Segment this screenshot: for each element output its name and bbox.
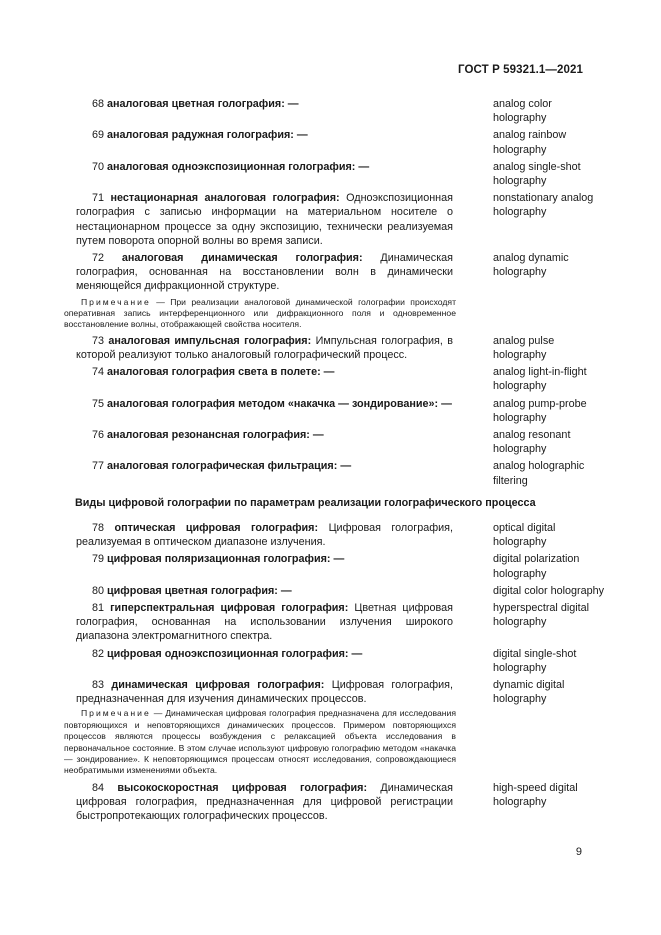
term-definition <box>60 97 453 125</box>
term-definition <box>60 160 453 188</box>
term-definition <box>60 781 453 824</box>
term-number: 74 <box>92 366 105 379</box>
term-english: digital single-shot holography <box>493 647 577 674</box>
term-text: Динамическая цифровая голография, предназначенная для цифровой регистрации быстропротекающих голографических процессов. <box>76 781 454 823</box>
term-entry-73 <box>76 334 586 362</box>
term-entry-72 <box>76 251 586 294</box>
term-english: analog light-in-flight holography <box>493 366 587 393</box>
term-entry-83 <box>76 678 586 706</box>
term-name: высокоскоростная цифровая голография: <box>117 781 368 794</box>
term-definition <box>60 191 453 248</box>
note-text: — Динамическая цифровая голография предназначена для исследования повторяющихся и неповторяющихся динамических процессов. Примером повторяющихся процессов являются процессы возбуждения с релаксацией объекта исследования в первоначальное состояние. В этом случае используют цифровую голографию методом «накачка — зондирование». К неповторяющимся процессам относят исследования, сопровождающиеся необратимыми изменениями объекта. <box>64 708 456 776</box>
note-text: — При реализации аналоговой динамической голографии происходят оперативная запись интерференционного или дифракционного поля и одновременное восстановление волны, отображающей свойства носителя. <box>64 296 457 330</box>
term-entry-74 <box>76 365 586 393</box>
term-text: Одноэкспозиционная голография с записью информации на материальном носителе о нестационарном процессе за одну экспозицию, технически реализуемая путем поворота опорной волны во время записи. <box>76 192 453 247</box>
term-english: dynamic digital holography <box>493 678 565 706</box>
term-entry-84 <box>76 781 586 824</box>
term-definition <box>60 459 453 487</box>
term-definition <box>60 521 453 549</box>
term-number: 71 <box>92 192 105 205</box>
term-name: аналоговая голография света в полете: — <box>107 366 335 379</box>
term-entry-69 <box>76 128 586 156</box>
term-english: analog dynamic holography <box>493 252 569 279</box>
term-english: analog pulse holography <box>493 334 555 362</box>
term-number: 70 <box>92 160 105 173</box>
term-name: оптическая цифровая голография: <box>114 521 319 534</box>
term-entry-76 <box>76 428 586 456</box>
term-definition <box>60 251 453 294</box>
term-definition <box>60 584 453 598</box>
term-definition <box>60 365 453 393</box>
term-definition <box>60 678 453 706</box>
term-name: аналоговая голография методом «накачка — зондирование»: — <box>107 397 452 410</box>
term-entry-82 <box>76 647 586 675</box>
term-text: Цветная цифровая голография, основанная на использовании излучения широкого диапазона электромагнитного спектра. <box>76 601 453 643</box>
term-definition <box>60 601 453 644</box>
term-definition <box>60 128 453 156</box>
term-name: аналоговая голографическая фильтрация: — <box>107 460 352 473</box>
term-name: цифровая одноэкспозиционная голография: — <box>107 647 363 660</box>
term-name: аналоговая резонансная голография: — <box>107 429 324 442</box>
term-name: гиперспектральная цифровая голография: <box>110 601 349 614</box>
term-name: цифровая поляризационная голография: — <box>107 553 345 566</box>
document-header: ГОСТ Р 59321.1—2021 <box>458 64 583 76</box>
term-name: аналоговая цветная голография: — <box>107 98 299 110</box>
term-definition <box>60 647 453 675</box>
term-entry-79 <box>76 552 586 580</box>
term-definition <box>60 334 453 362</box>
term-group <box>76 334 586 488</box>
term-number: 72 <box>92 252 105 265</box>
term-number: 82 <box>92 647 105 660</box>
term-english: analog single-shot holography <box>493 160 581 188</box>
term-english: optical digital holography <box>493 521 556 549</box>
term-name: аналоговая радужная голография: — <box>107 129 308 142</box>
term-english: high-speed digital holography <box>493 781 578 808</box>
note-label: Примечание <box>81 296 151 307</box>
term-name: цифровая цветная голография: — <box>107 584 292 597</box>
term-number: 84 <box>92 781 105 794</box>
term-english: digital polarization holography <box>493 553 580 580</box>
term-number: 76 <box>92 429 105 442</box>
term-name: нестационарная аналоговая голография: <box>110 192 340 205</box>
section-title: Виды цифровой голографии по параметрам реализации голографического процесса <box>75 496 536 509</box>
term-english: analog rainbow holography <box>493 129 567 156</box>
term-entry-75 <box>76 397 586 425</box>
term-definition <box>60 428 453 456</box>
term-entry-68 <box>76 97 586 125</box>
term-group <box>76 97 594 294</box>
term-entry-71 <box>76 191 594 248</box>
term-text: Цифровая голография, реализуемая в оптическом диапазоне излучения. <box>76 521 454 549</box>
term-number: 68 <box>92 98 105 110</box>
term-english: analog color holography <box>493 98 552 125</box>
term-english: analog pump-probe holography <box>493 397 587 424</box>
term-number: 81 <box>92 601 105 614</box>
note-label: Примечание <box>81 708 151 719</box>
term-entry-78 <box>76 521 586 549</box>
term-text: Цифровая голография, предназначенная для изучения динамических процессов. <box>76 678 454 706</box>
term-text: Динамическая голография, основанная на восстановлении волн в динамически меняющейся дифракционной структуре. <box>76 252 454 293</box>
term-entry-81 <box>76 601 590 644</box>
note <box>64 297 456 331</box>
term-entry-70 <box>76 160 586 188</box>
term-name: аналоговая динамическая голография: <box>121 252 363 265</box>
term-number: 75 <box>92 397 105 410</box>
page-number: 9 <box>575 846 582 858</box>
term-number: 83 <box>92 678 105 691</box>
term-number: 73 <box>92 334 105 347</box>
term-text: Импульсная голография, в которой реализуют только аналоговый голографический процесс. <box>76 334 454 362</box>
term-english: digital color holography <box>493 584 605 597</box>
term-entry-80 <box>76 584 605 598</box>
term-english: analog resonant holography <box>493 429 571 456</box>
term-number: 79 <box>92 553 105 566</box>
term-group <box>76 521 605 706</box>
term-entry-77 <box>76 459 586 487</box>
note <box>64 708 456 776</box>
term-name: аналоговая импульсная голография: <box>108 334 312 347</box>
term-english: nonstationary analog holography <box>493 192 594 219</box>
term-english: analog holographic filtering <box>493 460 585 487</box>
term-definition <box>60 552 453 580</box>
term-definition <box>60 397 453 425</box>
term-english: hyperspectral digital holography <box>493 601 590 629</box>
term-name: аналоговая одноэкспозиционная голография: — <box>107 160 370 173</box>
term-number: 77 <box>92 460 105 473</box>
term-group <box>76 781 586 824</box>
term-list <box>64 97 605 823</box>
term-number: 69 <box>92 129 105 142</box>
term-number: 80 <box>92 584 105 597</box>
term-number: 78 <box>92 521 105 534</box>
term-name: динамическая цифровая голография: <box>111 678 325 691</box>
